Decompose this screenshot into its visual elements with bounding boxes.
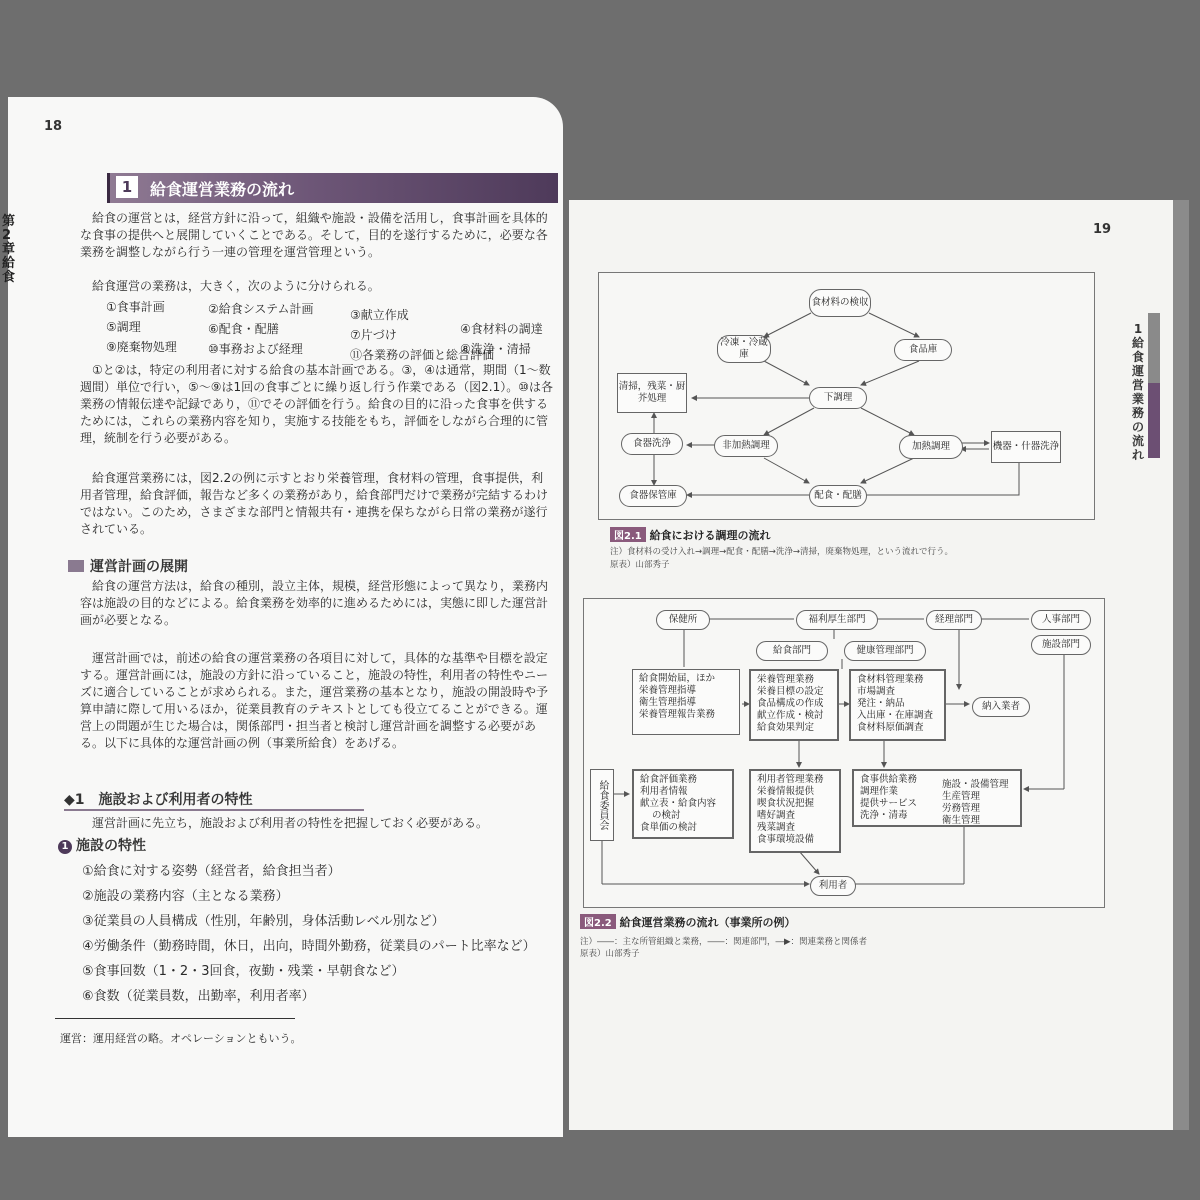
task-11: ⑪各業務の評価と総合評価 [350, 348, 495, 362]
tasks-intro: 給食運営の業務は，大きく，次のように分けられる。 [92, 279, 380, 293]
box-line: 給食開始届，ほか [639, 673, 716, 684]
box-kaishi [632, 669, 740, 735]
fig22-lines [584, 599, 1104, 907]
box-shokuzai [849, 669, 946, 741]
section-title: 給食運営業務の流れ [150, 180, 295, 199]
box-line: 食材料管理業務 [857, 674, 924, 685]
h2-body: 運営計画に先立ち，施設および利用者の特性を把握しておく必要がある。 [92, 816, 489, 830]
h2-facility-user [64, 789, 364, 811]
node-shitachori: 下調理 [809, 387, 867, 409]
plan-paragraph-1: 給食の運営方法は，給食の種別，設立主体，規模，経営形態によって異なり，業務内容は施設の目的などによる。給食業務を効率的に進めるためには，実態に即した運営計画が必要となる。 [80, 579, 549, 627]
node-nonyu: 納入業者 [972, 697, 1030, 717]
box-line: 市場調査 [857, 686, 896, 697]
fig21-source: 原表）山部秀子 [610, 560, 670, 570]
box-line: 給食効果判定 [757, 722, 815, 733]
subheading-plan: 運営計画の展開 [68, 556, 188, 576]
list-item: ②施設の業務内容（主となる業務） [82, 889, 289, 904]
box-line: 栄養管理指導 [639, 685, 697, 696]
box-line: 生産管理 [942, 791, 981, 802]
fig21-caption: 給食における調理の流れ [649, 529, 771, 542]
node-shokuhinko: 食品庫 [894, 339, 952, 361]
box-line: 栄養目標の設定 [757, 686, 824, 697]
h3-title: 施設の特性 [76, 838, 146, 854]
page-number-left: 18 [44, 119, 63, 134]
box-line: 嗜好調査 [757, 810, 796, 821]
box-teikyo [852, 769, 1022, 827]
h3-number: 1 [58, 840, 72, 854]
box-line: 栄養情報提供 [757, 786, 815, 797]
task-7: ⑦片づけ [350, 328, 397, 342]
box-line: 栄養管理報告業務 [639, 709, 716, 720]
task-6: ⑥配食・配膳 [208, 322, 279, 336]
task-4: ④食材料の調達 [460, 322, 543, 336]
box-line: 食単価の検討 [640, 822, 698, 833]
figure-2-1 [598, 272, 1095, 520]
footnote: 運営：運用経営の略。オペレーションともいう。 [60, 1032, 302, 1045]
node-hokenjo: 保健所 [656, 610, 710, 630]
task-9: ⑨廃棄物処理 [106, 340, 177, 354]
box-teikyo-right [942, 779, 1009, 827]
tasks-explanation: ①と②は，特定の利用者に対する給食の基本計画である。③，④は通常，期間（1～数週間）単位で行い，⑤～⑨は1回の食事ごとに繰り返し行う作業である（図2.1）。⑩は各業務の情報伝達や記録であり，⑪でその評価を行う。給食の目的に沿った食事を供するためには，これらの業務内容を知り，実施する技能をもち，評価をしながら合理的に管理，統制を行う必要がある。 [80, 363, 553, 445]
node-seiso: 清掃，残菜・厨芥処理 [617, 373, 687, 413]
box-line: の検討 [652, 810, 681, 821]
task-5: ⑤調理 [106, 320, 141, 334]
figure-2-2 [583, 598, 1105, 908]
box-eiyo [749, 669, 839, 741]
box-line: 残菜調査 [757, 822, 796, 833]
page-number-right: 19 [1093, 222, 1112, 237]
box-line: 調理作業 [860, 786, 899, 797]
plan-paragraph-2: 運営計画では，前述の給食の運営業務の各項目に対して，具体的な基準や目標を設定する。運営計画には，施設の方針に沿っていること，施設の特性，利用者の特性やニーズに適合していることが求められる。また，運営業務の基本となり，施設の開設時や予算申請に際して用いるほか，従業員教育のテキストとしても役立てることができる。運営上の問題が生じた場合は，関係部門・担当者と検討し運営計画を調整する必要がある。以下に具体的な運営計画の例（事業所給食）をあげる。 [80, 651, 549, 750]
page-edge-tab [1173, 200, 1189, 1130]
task-2: ②給食システム計画 [208, 302, 314, 316]
box-line: 利用者情報 [640, 786, 688, 797]
list-item: ⑥食数（従業員数，出勤率，利用者率） [82, 989, 315, 1004]
task-8: ⑧洗浄・清掃 [460, 342, 531, 356]
box-teikyo-left [860, 774, 917, 822]
box-line: 食事環境設備 [757, 834, 815, 845]
box-hyoka [632, 769, 734, 839]
footnote-rule [55, 1018, 295, 1019]
box-line: 食品構成の作成 [757, 698, 824, 709]
box-line: 献立作成・検討 [757, 710, 824, 721]
tab-gray-block [1148, 313, 1160, 383]
box-line: 入出庫・在庫調査 [857, 710, 934, 721]
node-riyosha: 利用者 [810, 876, 856, 896]
h3-facility [58, 835, 146, 855]
list-item: ③従業員の人員構成（性別，年齢別，身体活動レベル別など） [82, 914, 445, 929]
task-10: ⑩事務および経理 [208, 342, 303, 356]
box-line: 提供サービス [860, 798, 918, 809]
fig21-note: 注）食材料の受け入れ→調理→配食・配膳→洗浄→清掃，廃棄物処理，という流れで行う。 [610, 547, 953, 557]
box-line: 献立表・給食内容 [640, 798, 717, 809]
node-kyushoku-bumon: 給食部門 [756, 641, 828, 661]
list-item: ④労働条件（勤務時間，休日，出向，時間外勤務，従業員のパート比率など） [82, 939, 536, 954]
node-kanetsu: 加熱調理 [899, 435, 963, 459]
node-shokki-senjo: 食器洗浄 [621, 433, 683, 455]
box-line: 栄養管理業務 [757, 674, 815, 685]
list-item: ⑤食事回数（1・2・3回食，夜勤・残業・早朝食など） [82, 964, 405, 979]
fig22-caption-line [580, 914, 796, 930]
node-fukuri: 福利厚生部門 [796, 610, 878, 630]
node-shisetsu: 施設部門 [1031, 635, 1091, 655]
node-jinji: 人事部門 [1031, 610, 1091, 630]
box-line: 労務管理 [942, 803, 981, 814]
chapter-spine-label: 第2章 給食 [2, 214, 16, 285]
box-line: 洗浄・清毒 [860, 810, 908, 821]
box-line: 喫食状況把握 [757, 798, 815, 809]
fig21-badge: 図2.1 [610, 527, 646, 542]
box-line: 施設・設備管理 [942, 779, 1009, 790]
section-heading [107, 173, 558, 203]
box-line: 食材料原価調査 [857, 722, 924, 733]
intro-paragraph: 給食の運営とは，経営方針に沿って，組織や施設・設備を活用し，食事計画を具体的な食事の提供へと展開していくことである。そして，目的を遂行するために，必要な各業務を調整しながら行う一連の管理を運営管理という。 [80, 211, 548, 259]
list-item: ①給食に対する姿勢（経営者，給食担当者） [82, 864, 341, 879]
box-line: 給食評価業務 [640, 774, 698, 785]
box-line: 食事供給業務 [860, 774, 918, 785]
box-line: 衛生管理指導 [639, 697, 697, 708]
box-riyosha [749, 769, 841, 853]
box-line: 衛生管理 [942, 815, 981, 826]
tab-purple-block [1148, 383, 1160, 458]
section-number: 1 [116, 176, 138, 198]
node-kenko: 健康管理部門 [844, 641, 926, 661]
box-line: 発注・納品 [857, 698, 905, 709]
fig22-reference-paragraph: 給食運営業務には，図2.2の例に示すとおり栄養管理，食材料の管理，食事提供，利用者管理，給食評価，報告など多くの業務があり，給食部門だけで業務が完結するわけではない。このため，さまざまな部門と情報共有・連携を保ちながら日常の業務が遂行されている。 [80, 471, 549, 536]
fig22-note: 注）――：主な所管組織と業務，――：関連部門，―▶：関連業務と関係者 [580, 937, 868, 947]
node-haishoku: 配食・配膳 [809, 485, 867, 507]
task-3: ③献立作成 [350, 308, 409, 322]
fig21-caption-line [610, 527, 771, 543]
node-keiri: 経理部門 [926, 610, 982, 630]
task-1: ①食事計画 [106, 300, 165, 314]
fig22-caption: 給食運営業務の流れ（事業所の例） [619, 916, 796, 929]
node-reito: 冷凍・冷蔵庫 [717, 335, 771, 363]
node-kiki-senjo: 機器・什器洗浄 [991, 431, 1061, 463]
fig22-badge: 図2.2 [580, 914, 616, 929]
fig22-source: 原表）山部秀子 [580, 949, 640, 959]
node-hikanetsu: 非加熱調理 [714, 435, 778, 457]
chapter-tab-text: 1 給食運営業務の流れ [1131, 322, 1144, 462]
node-iinkai: 給食委員会 [590, 769, 614, 841]
node-kenshu: 食材料の検収 [809, 289, 871, 317]
node-shokki-hokan: 食器保管庫 [619, 485, 687, 507]
h2-title: ◆1 施設および利用者の特性 [64, 792, 253, 808]
box-line: 利用者管理業務 [757, 774, 824, 785]
